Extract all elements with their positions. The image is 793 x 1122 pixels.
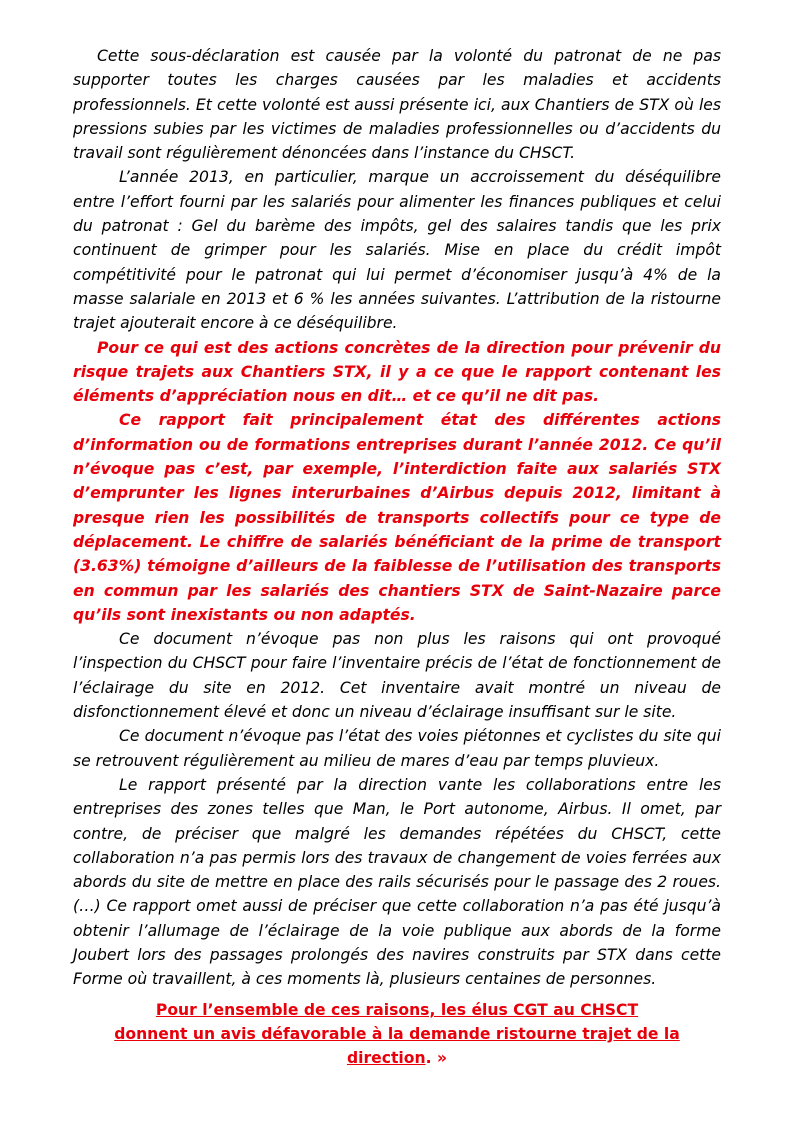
paragraph-annee-2013: L’année 2013, en particulier, marque un accroissement du déséquilibre entre l’effort fourni par les salariés pour alimenter les finances publiques et celui du patronat : Gel du barème des impôts, gel des salaires tandis que les prix continuent de grimper pour les salariés. Mise en place du crédit impôt compétitivité pour le patronat qui lui permet d’économiser jusqu’à 4% de la masse salariale en 2013 et 6 % les années suivantes. L’attribution de la ristourne trajet ajouterait encore à ce déséquilibre. — [73, 168, 721, 333]
paragraph-rapport-etat: Ce rapport fait principalement état des différentes actions d’information ou de formations entreprises durant l’année 2012. Ce qu’il n’évoque pas c’est, par exemple, l’interdiction faite aux salariés STX d’emprunter les lignes interurbaines d’Airbus depuis 2012, limitant à presque rien les possibilités de transports collectifs pour ce type de déplacement. Le chiffre de salariés bénéficiant de la prime de transport (3.63%) témoigne d’ailleurs de la faiblesse de l’utilisation des transports en commun par les salariés des chantiers STX de Saint-Nazaire parce qu’ils sont inexistants ou non adaptés. — [73, 411, 721, 624]
paragraph-eclairage: Ce document n’évoque pas non plus les raisons qui ont provoqué l’inspection du CHSCT pour faire l’inventaire précis de l’état de fonctionnement de l’éclairage du site en 2012. Cet inventaire avait montré un niveau de disfonctionnement élevé et donc un niveau d’éclairage insuffisant sur le site. — [73, 630, 721, 722]
paragraph-actions-concretes: Pour ce qui est des actions concrètes de la direction pour prévenir du risque trajets aux Chantiers STX, il y a ce que le rapport contenant les éléments d’appréciation nous en dit… et ce qu’il ne dit pas. — [73, 338, 721, 406]
paragraph-sous-declaration: Cette sous-déclaration est causée par la volonté du patronat de ne pas supporter toutes les charges causées par les maladies et accidents professionnels. Et cette volonté est aussi présente ici, aux Chantiers de STX où les pressions subies par les victimes de maladies professionnelles ou d’accidents du travail sont régulièrement dénoncées dans l’instance du CHSCT. — [73, 47, 721, 163]
document-body — [73, 44, 721, 1070]
conclusion-line-1 — [73, 998, 721, 1022]
conclusion-line-1-text: Pour l’ensemble de ces raisons, les élus CGT au CHSCT — [155, 1000, 639, 1019]
conclusion-line-2 — [73, 1022, 721, 1071]
conclusion-block — [73, 998, 721, 1071]
conclusion-line-2-suffix: . » — [425, 1049, 448, 1068]
paragraph-collaborations: Le rapport présenté par la direction vante les collaborations entre les entreprises des zones telles que Man, le Port autonome, Airbus. Il omet, par contre, de préciser que malgré les demandes répétées du CHSCT, cette collaboration n’a pas permis lors des travaux de changement de voies ferrées aux abords du site de mettre en place des rails sécurisés pour le passage des 2 roues. (…) Ce rapport omet aussi de préciser que cette collaboration n’a pas été jusqu’à obtenir l’allumage de l’éclairage de la voie publique aux abords de la forme Joubert lors des passages prolongés des navires construits par STX dans cette Forme où travaillent, à ces moments là, plusieurs centaines de personnes. — [73, 775, 721, 989]
paragraph-voies-pietonnes: Ce document n’évoque pas l’état des voies piétonnes et cyclistes du site qui se retrouvent régulièrement au milieu de mares d’eau par temps pluvieux. — [73, 727, 721, 770]
conclusion-line-2-text: donnent un avis défavorable à la demande ristourne trajet de la direction — [114, 1024, 680, 1068]
